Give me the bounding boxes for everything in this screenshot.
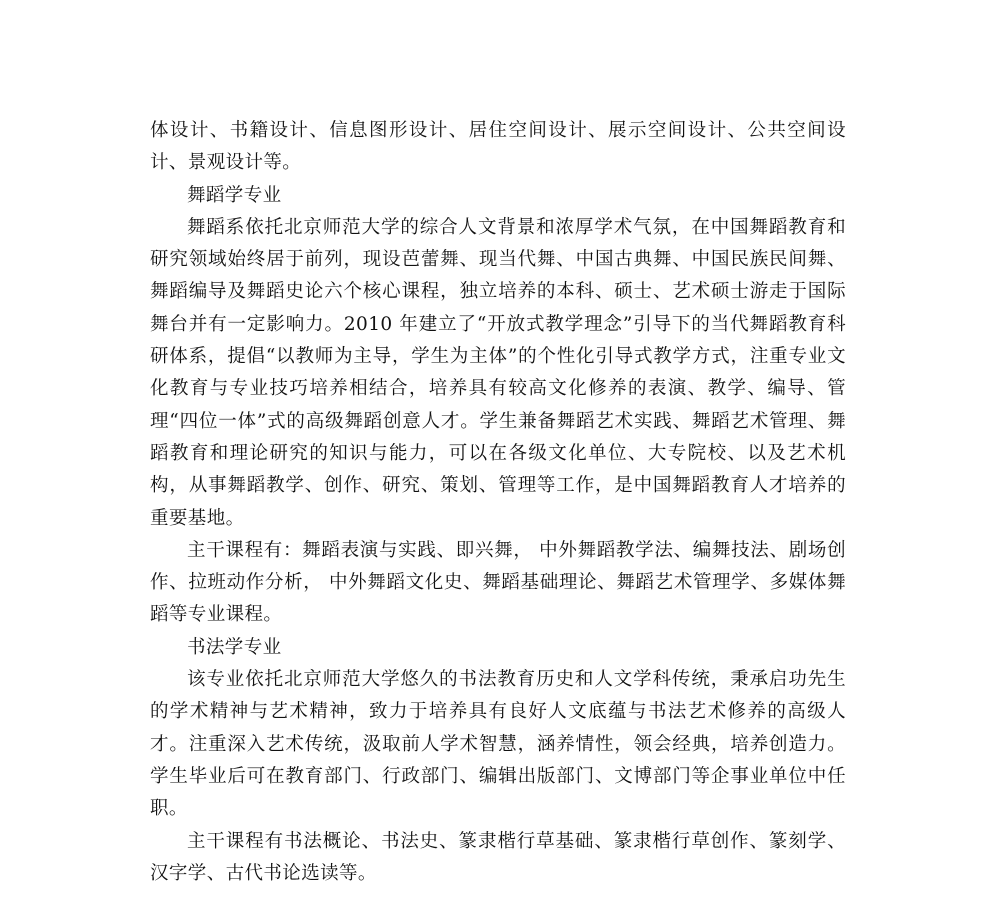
section-heading-calligraphy: 书法学专业 <box>187 636 282 658</box>
section-heading-dance: 舞蹈学专业 <box>187 184 282 206</box>
paragraph-dance-courses: 主干课程有：舞蹈表演与实践、即兴舞， 中外舞蹈教学法、编舞技法、剧场创作、拉班动作分析， 中外舞蹈文化史、舞蹈基础理论、舞蹈艺术管理学、多媒体舞蹈等专业课程。 <box>150 539 846 626</box>
document-page <box>150 115 846 890</box>
paragraph-dance-intro: 舞蹈系依托北京师范大学的综合人文背景和浓厚学术气氛，在中国舞蹈教育和研究领域始终居于前列，现设芭蕾舞、现当代舞、中国古典舞、中国民族民间舞、舞蹈编导及舞蹈史论六个核心课程，独立培养的本科、硕士、艺术硕士游走于国际舞台并有一定影响力。2010 年建立了“开放式教学理念”引导下的当代舞蹈教育科研体系，提倡“以教师为主导，学生为主体”的个性化引导式教学方式，注重专业文化教育与专业技巧培养相结合，培养具有较高文化修养的表演、教学、编导、管理“四位一体”式的高级舞蹈创意人才。学生兼备舞蹈艺术实践、舞蹈艺术管理、舞蹈教育和理论研究的知识与能力，可以在各级文化单位、大专院校、以及艺术机构，从事舞蹈教学、创作、研究、策划、管理等工作，是中国舞蹈教育人才培养的重要基地。 <box>150 216 846 529</box>
paragraph-calligraphy-courses: 主干课程有书法概论、书法史、篆隶楷行草基础、篆隶楷行草创作、篆刻学、汉字学、古代书论选读等。 <box>150 830 846 884</box>
paragraph-calligraphy-intro: 该专业依托北京师范大学悠久的书法教育历史和人文学科传统，秉承启功先生的学术精神与艺术精神，致力于培养具有良好人文底蕴与书法艺术修养的高级人才。注重深入艺术传统，汲取前人学术智慧，涵养情性，领会经典，培养创造力。学生毕业后可在教育部门、行政部门、编辑出版部门、文博部门等企事业单位中任职。 <box>150 669 846 820</box>
paragraph-design-continued: 体设计、书籍设计、信息图形设计、居住空间设计、展示空间设计、公共空间设计、景观设计等。 <box>150 120 846 174</box>
